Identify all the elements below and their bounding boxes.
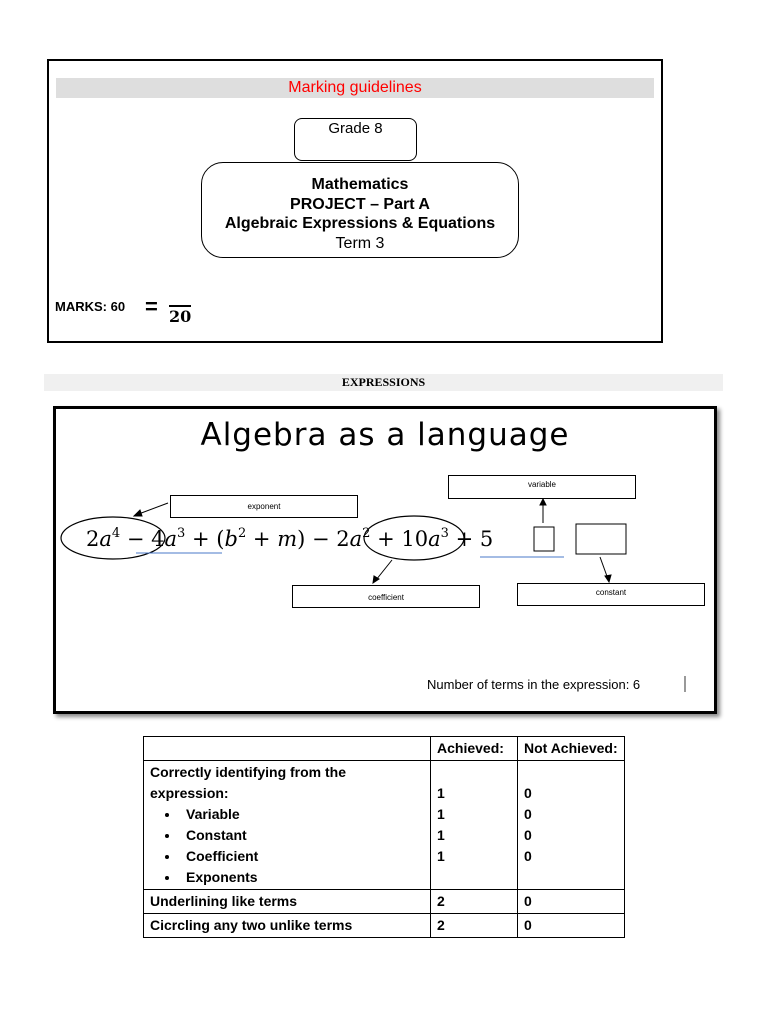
not-achieved-value: 0 [518, 890, 625, 914]
circle-2a2 [364, 516, 464, 560]
header-criteria [144, 737, 431, 761]
list-item: • Exponents [180, 867, 424, 888]
achieved-value: 2 [431, 890, 518, 914]
list-item: • Coefficient [180, 846, 424, 867]
marks-label: MARKS: 60 [55, 299, 126, 314]
variable-label: variable [527, 480, 556, 489]
algebraic-expression: $2a^4 - 4a^3 + (b^2 + m) - 2a^2 + 10a^3 + 5$ [86, 526, 494, 551]
marking-rubric-table [143, 736, 625, 938]
list-item: • Constant [180, 825, 424, 846]
topic-label: Algebraic Expressions & Equations [224, 215, 496, 232]
variable-arrowhead [540, 499, 546, 505]
grade-box [294, 118, 417, 161]
exponent-arrowhead [134, 510, 142, 516]
achieved-value: 1 [437, 848, 445, 864]
identify-not-cell [518, 761, 625, 890]
exponent-label: exponent [247, 502, 281, 511]
identify-achieved-cell [431, 761, 518, 890]
table-row [144, 914, 625, 938]
grade-label: Grade 8 [328, 120, 383, 137]
row-label: Cicrcling any two unlike terms [144, 914, 431, 938]
marks-equals: = [145, 294, 158, 319]
subject-label: Mathematics [311, 176, 409, 193]
not-achieved-value: 0 [524, 827, 532, 843]
not-achieved-value: 0 [524, 848, 532, 864]
marks-denominator: 20 [169, 307, 192, 326]
not-achieved-value: 0 [518, 914, 625, 938]
identify-cell [144, 761, 431, 890]
table-header-row [144, 737, 625, 761]
achieved-value: 1 [437, 785, 445, 801]
row-label: Underlining like terms [144, 890, 431, 914]
header-box [47, 59, 663, 343]
not-achieved-value: 0 [524, 785, 532, 801]
achieved-value: 1 [437, 827, 445, 843]
header-banner [56, 78, 654, 98]
coefficient-arrow [376, 560, 392, 580]
algebra-title: Algebra as a language [200, 417, 570, 453]
list-item: • Variable [180, 804, 424, 825]
constant-label: constant [595, 588, 627, 597]
table-row [144, 890, 625, 914]
subject-box [201, 162, 519, 258]
identify-label: Correctly identifying from the expression: [150, 764, 347, 801]
table-row [144, 761, 625, 890]
banner-title: Marking guidelines [288, 79, 422, 96]
constant-arrowhead [605, 575, 611, 582]
header-achieved: Achieved: [431, 737, 518, 761]
marks-fraction [169, 297, 191, 327]
section-heading: EXPRESSIONS [44, 374, 723, 391]
not-achieved-value: 0 [524, 806, 532, 822]
identify-list [150, 804, 424, 888]
box-constant [576, 524, 626, 554]
annotation-marks [56, 409, 714, 711]
terms-count: Number of terms in the expression: 6 [427, 677, 641, 692]
coefficient-label: coefficient [368, 593, 404, 602]
achieved-value: 1 [437, 806, 445, 822]
project-label: PROJECT – Part A [290, 195, 430, 213]
term-label: Term 3 [335, 234, 385, 252]
header-not-achieved: Not Achieved: [518, 737, 625, 761]
algebra-image [53, 406, 717, 714]
achieved-value: 2 [431, 914, 518, 938]
box-variable [534, 527, 554, 551]
